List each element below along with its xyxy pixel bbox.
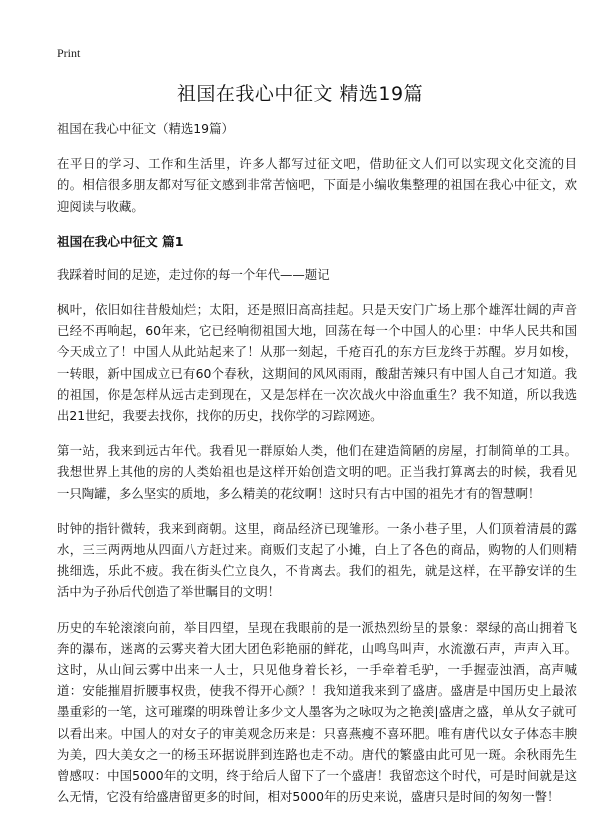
body-paragraph-1: 枫叶，依旧如往昔般灿烂；太阳，还是照旧高高挂起。只是天安门广场上那个雄浑壮阔的声音已经不再响起，60年来，它已经响彻祖国大地，回荡在每一个中国人的心里：中华人民共和国今天成立了！中国人从此站起来了！从那一刻起，千疮百孔的东方巨龙终于苏醒。岁月如梭，一转眼，新中国成立已有60个春秋，这期间的风风雨雨，酸甜苦辣只有中国人自己才知道。我的祖国，你是怎样从远古走到现在，又是怎样在一次次战火中浴血重生？我不知道，所以我选出21世纪，我要去找你，找你的历史，找你学的习踪网迹。 <box>57 302 577 424</box>
body-paragraph-2: 第一站，我来到远古年代。我看见一群原始人类，他们在建造简陋的房屋，打制简单的工具。我想世界上其他的房的人类始祖也是这样开始创造文明的吧。正当我打算离去的时候，我看见一只陶罐，多么坚实的质地，多么精美的花纹啊！这时只有古中国的祖先才有的智慧啊！ <box>57 443 577 501</box>
section-heading: 祖国在我心中征文 篇1 <box>57 233 184 249</box>
article-body <box>57 118 577 821</box>
article-subtitle: 祖国在我心中征文（精选19篇） <box>57 121 234 136</box>
page-title: 祖国在我心中征文 精选19篇 <box>176 83 424 105</box>
epigraph-paragraph: 我踩着时间的足迹，走过你的每一个年代——题记 <box>57 266 330 282</box>
body-paragraph-4: 历史的车轮滚滚向前，举目四望，呈现在我眼前的是一派热烈纷呈的景象：翠绿的高山拥着飞奔的瀑布，迷离的云雾夹着大团大团色彩艳丽的鲜花，山鸣鸟叫声，水流激石声，声声入耳。这时，从山间云雾中出来一人士，只见他身着长衫，一手牵着毛驴，一手握壶浊酒，高声喊道：安能摧眉折腰事权贵，使我不得开心颜？！我知道我来到了盛唐。盛唐是中国历史上最浓墨重彩的一笔，这可璀璨的明珠曾让多少文人墨客为之咏叹为之艳羡|盛唐之盛，单从女子就可以看出来。中国人的对女子的审美观念历来是：只喜燕瘦不喜环肥。唯有唐代以女子体态丰腴为美，四大美女之一的杨玉环据说胖到连路也走不动。唐代的繁盛由此可见一斑。余秋雨先生曾感叹：中国5000年的文明，终于给后人留下了一个盛唐！我留恋这个时代，可是时间就是这么无情，它没有给盛唐留更多的时间，相对5000年的历史来说，盛唐只是时间的匆匆一瞥！ <box>57 619 577 805</box>
intro-paragraph: 在平日的学习、工作和生活里，许多人都写过征文吧，借助征文人们可以实现文化交流的目的。相信很多朋友都对写征文感到非常苦恼吧，下面是小编收集整理的祖国在我心中征文，欢迎阅读与收藏。 <box>57 156 577 214</box>
body-paragraph-3: 时钟的指针微转，我来到商朝。这里，商品经济已现雏形。一条小巷子里，人们顶着清晨的露水，三三两两地从四面八方赶过来。商贩们支起了小摊，白上了各色的商品，购物的人们则精挑细选，乐此不疲。我在街头伫立良久，不肯离去。我们的祖先，就是这样，在平静安详的生活中为子孙后代创造了举世瞩目的文明！ <box>57 520 577 600</box>
print-link[interactable]: Print <box>57 46 81 60</box>
